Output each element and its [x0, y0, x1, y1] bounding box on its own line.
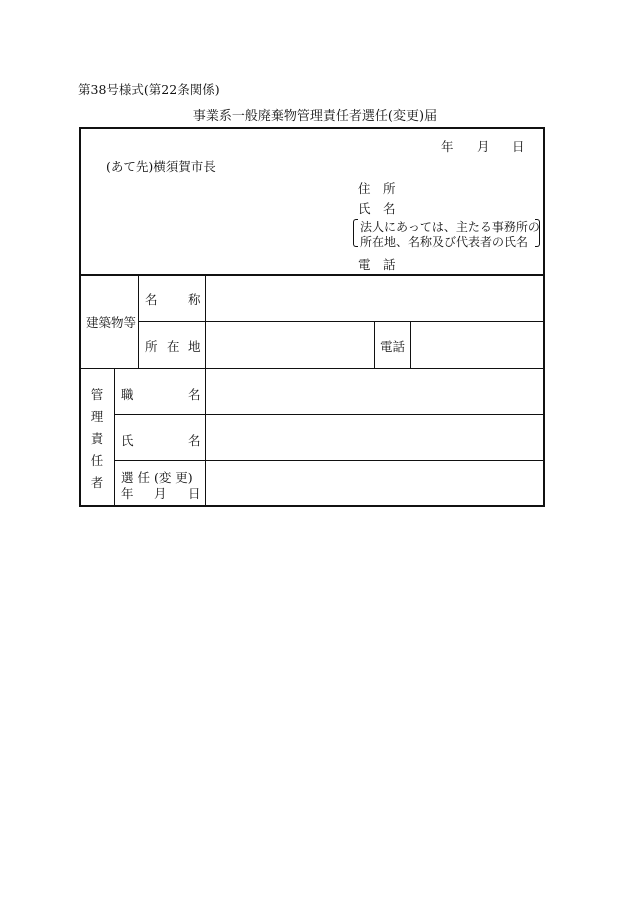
manager-title-label-2: 名: [188, 387, 201, 402]
grid-line: [138, 321, 543, 322]
form-number: 第38号様式(第22条関係): [78, 82, 220, 97]
manager-section-char: 責: [90, 431, 104, 446]
appoint-year-label: 年: [121, 486, 134, 501]
manager-section-char: 管: [90, 387, 104, 402]
manager-section-char: 者: [90, 475, 104, 490]
manager-title-label-1: 職: [121, 387, 134, 402]
grid-line: [81, 368, 543, 369]
bracket-left: [353, 219, 358, 247]
grid-line: [205, 275, 206, 505]
phone-label: 電 話: [358, 257, 396, 272]
manager-section-char: 理: [90, 409, 104, 424]
grid-line: [410, 322, 411, 368]
date-year-label: 年: [441, 139, 454, 154]
corp-note-line1: 法人にあっては、主たる事務所の: [360, 220, 540, 234]
building-location-label-1: 所: [145, 339, 158, 354]
date-day-label: 日: [512, 139, 525, 154]
form-table: [79, 127, 545, 507]
grid-line: [114, 369, 115, 505]
appoint-month-label: 月: [154, 486, 167, 501]
manager-name-label-1: 氏: [121, 433, 134, 448]
building-phone-label: 電話: [380, 339, 406, 354]
appoint-label: 選 任 (変 更): [121, 470, 193, 485]
building-name-label-1: 名: [145, 292, 158, 307]
building-section-label: 建築物等: [86, 315, 137, 330]
grid-line: [374, 322, 375, 368]
grid-line: [114, 460, 543, 461]
building-location-label-3: 地: [188, 339, 201, 354]
form-title: 事業系一般廃棄物管理責任者選任(変更)届: [192, 109, 438, 124]
manager-name-label-2: 名: [188, 433, 201, 448]
bracket-right: [535, 219, 540, 247]
name-label: 氏 名: [358, 201, 396, 216]
section-divider: [81, 274, 543, 276]
building-name-label-2: 称: [188, 292, 201, 307]
date-month-label: 月: [477, 139, 490, 154]
building-location-label-2: 在: [167, 339, 180, 354]
manager-section-char: 任: [90, 453, 104, 468]
corp-note-line2: 所在地、名称及び代表者の氏名: [360, 235, 529, 249]
appoint-day-label: 日: [188, 486, 201, 501]
addressee: (あて先)横須賀市長: [106, 159, 216, 174]
address-label: 住 所: [358, 181, 396, 196]
grid-line: [114, 414, 543, 415]
